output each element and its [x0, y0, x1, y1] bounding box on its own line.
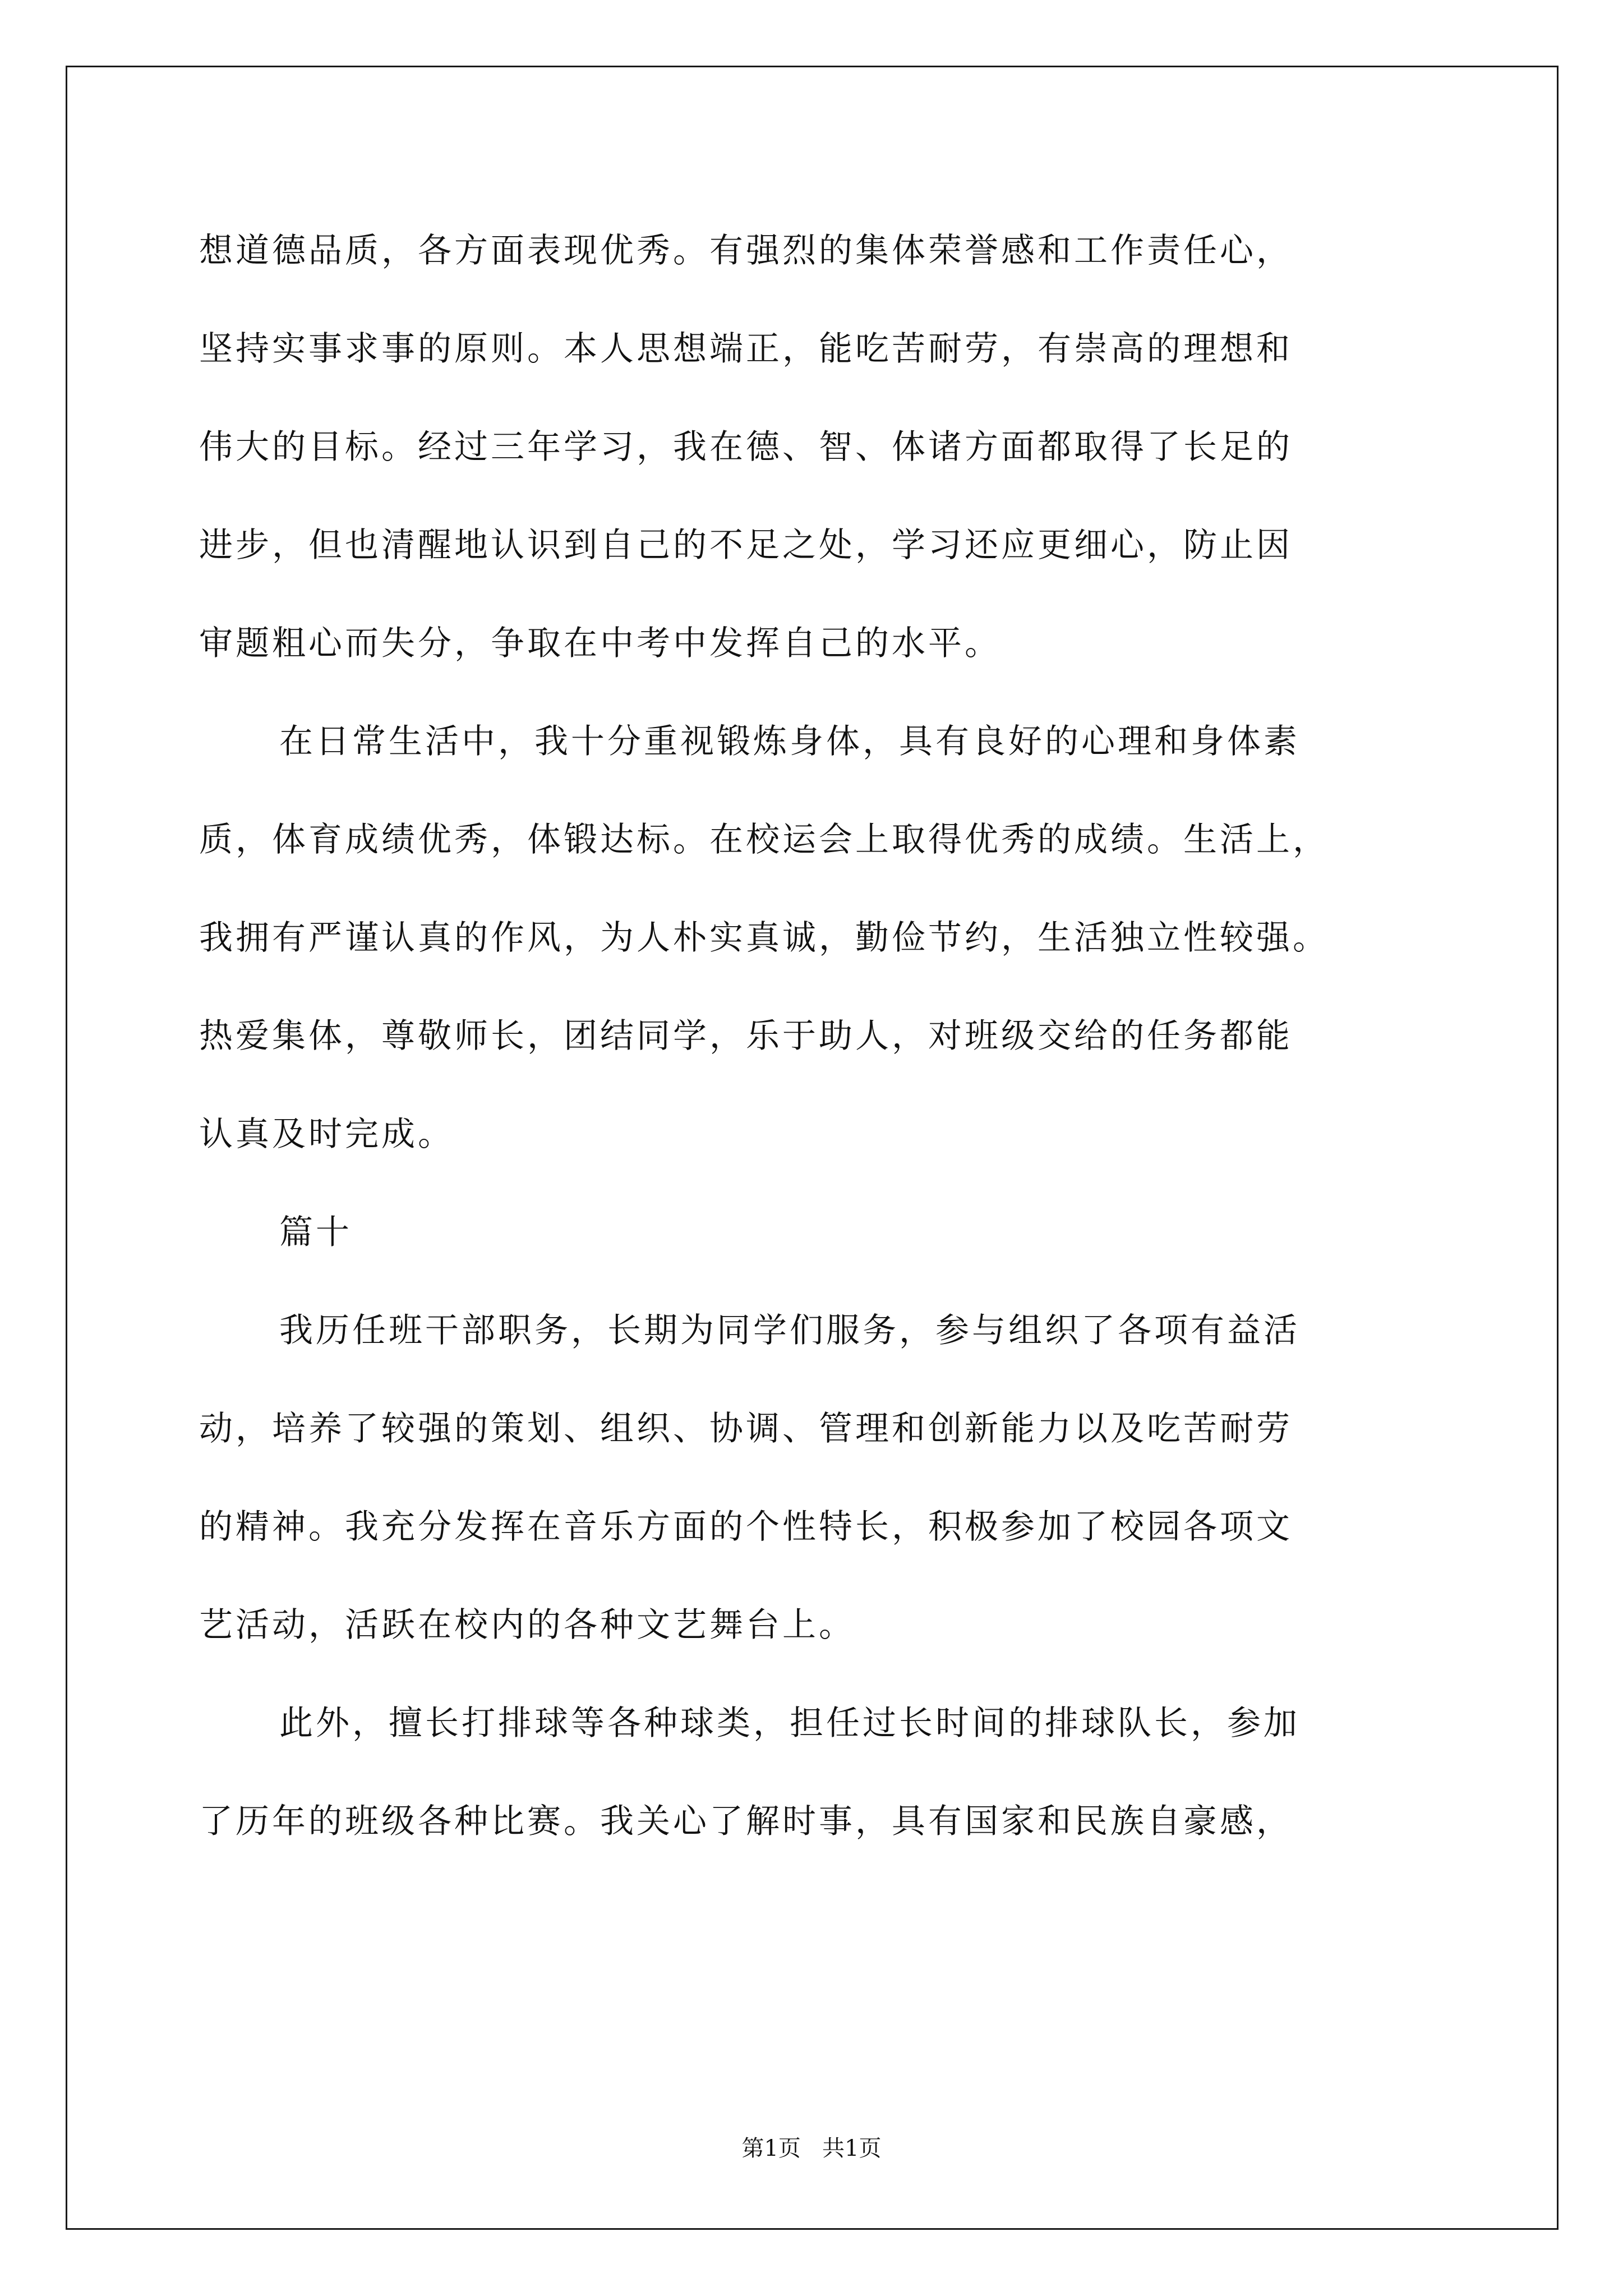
text-line: 认真及时完成。 [199, 1115, 454, 1154]
text-line: 动，培养了较强的策划、组织、协调、管理和创新能力以及吃苦耐劳 [199, 1409, 1293, 1448]
text-line: 想道德品质，各方面表现优秀。有强烈的集体荣誉感和工作责任心， [199, 231, 1293, 270]
text-line: 了历年的班级各种比赛。我关心了解时事，具有国家和民族自豪感， [199, 1802, 1293, 1841]
text-line: 热爱集体，尊敬师长，团结同学，乐于助人，对班级交给的任务都能 [199, 1016, 1293, 1056]
text-line: 的精神。我充分发挥在音乐方面的个性特长，积极参加了校园各项文 [199, 1507, 1293, 1547]
paragraph-first-line: 此外，擅长打排球等各种球类，担任过长时间的排球队长，参加 [279, 1704, 1300, 1743]
text-line: 审题粗心而失分，争取在中考中发挥自己的水平。 [199, 624, 1001, 663]
text-line: 我拥有严谨认真的作风，为人朴实真诚，勤俭节约，生活独立性较强。 [199, 918, 1329, 958]
text-line: 艺活动，活跃在校内的各种文艺舞台上。 [199, 1605, 855, 1645]
text-line: 伟大的目标。经过三年学习，我在德、智、体诸方面都取得了长足的 [199, 427, 1293, 467]
paragraph-first-line: 在日常生活中，我十分重视锻炼身体，具有良好的心理和身体素 [279, 722, 1300, 761]
document-body [199, 202, 1444, 1871]
page-number-footer: 第1页 共1页 [741, 2136, 882, 2161]
text-line: 质，体育成绩优秀，体锻达标。在校运会上取得优秀的成绩。生活上， [199, 820, 1329, 859]
section-heading: 篇十 [279, 1213, 352, 1252]
text-line: 进步，但也清醒地认识到自己的不足之处，学习还应更细心，防止因 [199, 526, 1293, 565]
paragraph-first-line: 我历任班干部职务，长期为同学们服务，参与组织了各项有益活 [279, 1311, 1300, 1350]
text-line: 坚持实事求事的原则。本人思想端正，能吃苦耐劳，有崇高的理想和 [199, 329, 1293, 369]
